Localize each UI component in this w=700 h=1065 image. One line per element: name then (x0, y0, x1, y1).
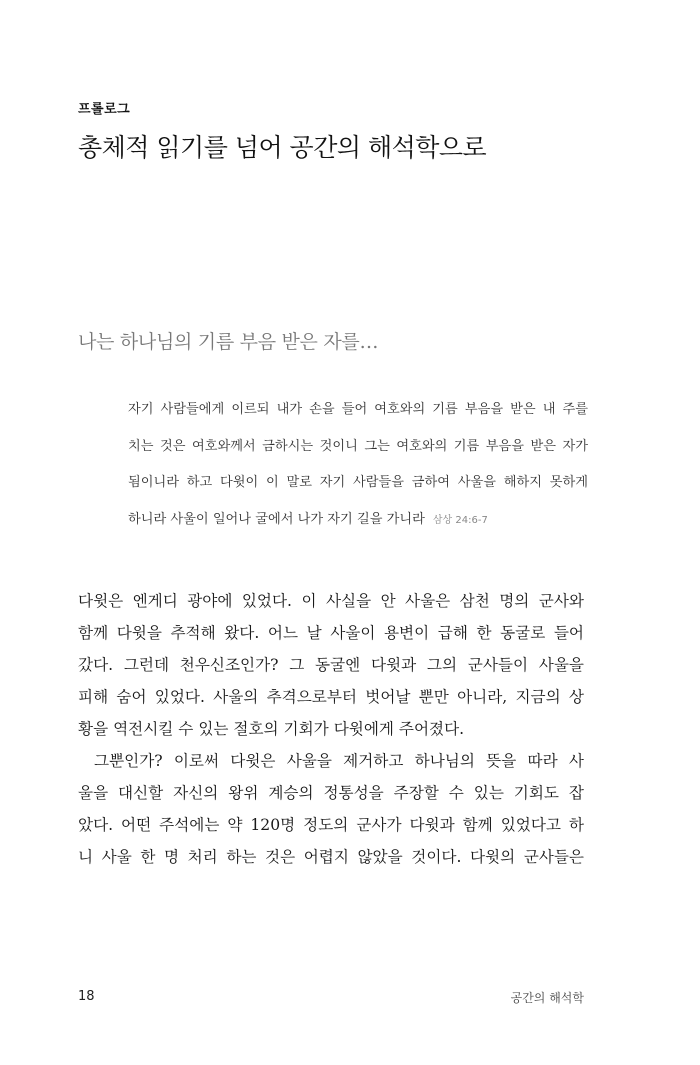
quote-citation: 삼상 24:6-7 (432, 514, 488, 526)
page-number: 18 (78, 989, 95, 1004)
quote-line: 됨이니라 하고 다윗이 이 말로 자기 사람들을 금하여 사울을 해하지 못하게 (128, 475, 588, 490)
body-line: 갔다. 그런데 천우신조인가? 그 동굴엔 다윗과 그의 군사들이 사울을 (78, 656, 584, 674)
body-line: 그뿐인가? 이로써 다윗은 사울을 제거하고 하나님의 뜻을 따라 사 (94, 752, 584, 770)
quote-line-last (128, 508, 588, 545)
body-line: 피해 숨어 있었다. 사울의 추격으로부터 벗어날 뿐만 아니라, 지금의 상 (78, 688, 584, 706)
quote-line: 하니라 사울이 일어나 굴에서 나가 자기 길을 가니라 (128, 511, 425, 527)
body-line: 았다. 어떤 주석에는 약 120명 정도의 군사가 다윗과 함께 있었다고 하 (78, 816, 584, 834)
subheading: 나는 하나님의 기름 부음 받은 자를… (78, 331, 379, 353)
quote-line: 자기 사람들에게 이르되 내가 손을 들어 여호와의 기름 부음을 받은 내 주를 (128, 402, 588, 417)
body-line: 함께 다윗을 추적해 왔다. 어느 날 사울이 용변이 급해 한 동굴로 들어 (78, 624, 584, 642)
chapter-title: 총체적 읽기를 넘어 공간의 해석학으로 (78, 133, 487, 162)
section-label: 프롤로그 (78, 102, 131, 117)
body-text (78, 585, 584, 873)
body-line: 울을 대신할 자신의 왕위 계승의 정통성을 주장할 수 있는 기회도 잡 (78, 784, 584, 802)
body-line: 니 사울 한 명 처리 하는 것은 어렵지 않았을 것이다. 다윗의 군사들은 (78, 848, 584, 866)
scripture-quote (128, 398, 588, 544)
body-line: 황을 역전시킬 수 있는 절호의 기회가 다윗에게 주어졌다. (78, 720, 465, 738)
quote-line: 치는 것은 여호와께서 금하시는 것이니 그는 여호와의 기름 부음을 받은 자가 (128, 438, 588, 454)
running-footer-title: 공간의 해석학 (510, 991, 584, 1005)
body-line: 다윗은 엔게디 광야에 있었다. 이 사실을 안 사울은 삼천 명의 군사와 (78, 592, 584, 610)
